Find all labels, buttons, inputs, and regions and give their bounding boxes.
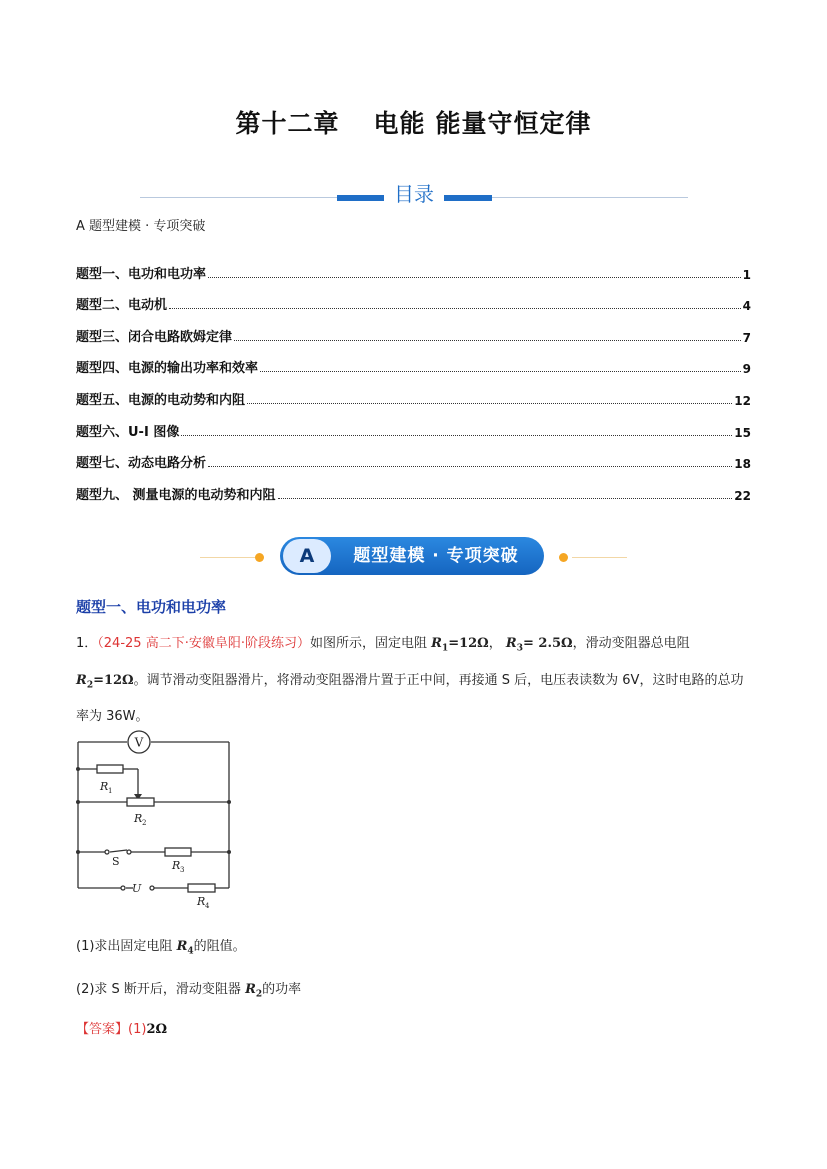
- toc-header: [140, 180, 688, 210]
- toc-entry-page: 22: [734, 488, 751, 503]
- toc-entry-page: 18: [734, 457, 751, 472]
- problem-text-c: ，滑动变阻器总电阻: [572, 636, 690, 651]
- junction: [227, 800, 231, 804]
- junction: [227, 850, 231, 854]
- resistor-r1: [97, 765, 123, 773]
- toc-entry-page: 9: [742, 362, 751, 377]
- label-r2: R: [134, 812, 143, 825]
- r2-value: =12Ω: [93, 672, 134, 688]
- toc-entry-title: 题型九、 测量电源的电动势和内阻: [76, 487, 276, 503]
- toc-heading: 目录: [384, 180, 444, 208]
- toc-entry[interactable]: [76, 282, 751, 314]
- table-of-contents: [76, 250, 751, 503]
- question-2-text-b: 的功率: [262, 982, 302, 997]
- question-1: [76, 935, 246, 957]
- toc-entry[interactable]: [76, 345, 751, 377]
- chapter-number: 第十二章: [235, 109, 340, 138]
- toc-entry-page: 4: [742, 299, 751, 314]
- answer-part: (1): [128, 1022, 147, 1037]
- problem-source: （24-25 高二下·安徽阜阳·阶段练习）: [97, 636, 310, 651]
- var-letter: R: [431, 636, 442, 651]
- var-sub: 2: [255, 989, 263, 1000]
- toc-entry[interactable]: [76, 440, 751, 472]
- label-r3: R: [172, 859, 181, 872]
- problem-text-a: 如图所示，固定电阻: [309, 636, 427, 651]
- junction: [76, 767, 80, 771]
- toc-entry-title: 题型一、电功和电功率: [76, 266, 207, 282]
- banner-dot-right: [559, 553, 568, 562]
- toc-leader: [278, 497, 733, 499]
- source-terminal: [150, 886, 154, 890]
- answer-tag: 【答案】: [76, 1022, 129, 1037]
- answer: [76, 1018, 167, 1037]
- toc-entry-title: 题型七、动态电路分析: [76, 456, 207, 472]
- label-r1: R: [100, 780, 109, 793]
- var-letter: R: [245, 982, 256, 997]
- var-r2: [76, 672, 94, 691]
- label-switch: S: [112, 855, 120, 868]
- question-1-text-b: 的阻值。: [193, 939, 246, 954]
- toc-leader: [208, 276, 741, 278]
- var-r2: [245, 982, 263, 1000]
- section-banner: [200, 535, 630, 579]
- var-letter: R: [176, 939, 188, 954]
- var-r3: [505, 636, 523, 654]
- var-r4: [176, 939, 194, 957]
- resistor-r4: [188, 884, 215, 892]
- chapter-name-2: 能量守恒定律: [435, 109, 592, 138]
- toc-entry-title: 题型五、电源的电动势和内阻: [76, 392, 246, 408]
- banner-line-left: [200, 557, 255, 558]
- toc-leader: [208, 465, 732, 467]
- var-letter: R: [505, 636, 517, 651]
- toc-section-label: A 题型建模 · 专项突破: [76, 219, 206, 234]
- banner-text: 题型建模 · 专项突破: [353, 546, 519, 566]
- toc-entry-title: 题型三、闭合电路欧姆定律: [76, 329, 233, 345]
- toc-entry-page: 7: [742, 330, 751, 345]
- resistor-r2: [127, 798, 154, 806]
- toc-entry-page: 15: [734, 425, 751, 440]
- toc-leader: [247, 402, 732, 404]
- problem-text-b: ，: [488, 636, 502, 651]
- toc-leader: [234, 339, 741, 341]
- toc-entry[interactable]: [76, 376, 751, 408]
- toc-entry[interactable]: [76, 471, 751, 503]
- toc-header-bar-right: [436, 195, 492, 201]
- section-title: 题型一、电功和电功率: [76, 598, 227, 616]
- label-r2-sub: 2: [142, 819, 147, 827]
- var-sub: 4: [187, 946, 194, 957]
- chapter-title: [0, 104, 827, 140]
- switch-contact: [105, 850, 109, 854]
- answer-value: 2Ω: [146, 1022, 168, 1037]
- source-terminal: [121, 886, 125, 890]
- problem-text: [76, 628, 756, 732]
- banner-letter: A: [283, 539, 331, 573]
- label-source: U: [132, 882, 142, 895]
- toc-entry[interactable]: [76, 313, 751, 345]
- r1-value: =12Ω: [448, 636, 489, 651]
- question-1-text-a: (1)求出固定电阻: [76, 939, 173, 954]
- var-sub: 3: [516, 643, 523, 654]
- var-r1: [431, 636, 449, 654]
- var-letter: R: [76, 672, 87, 688]
- problem-number: 1．: [76, 636, 98, 651]
- banner-pill: [280, 537, 544, 575]
- chapter-name-1: 电能: [373, 109, 426, 138]
- label-r1-sub: 1: [108, 787, 113, 795]
- toc-entry-page: 12: [734, 393, 751, 408]
- label-r4-sub: 4: [205, 902, 210, 910]
- var-sub: 2: [86, 680, 94, 691]
- toc-entry[interactable]: [76, 250, 751, 282]
- banner-line-right: [572, 557, 627, 558]
- voltmeter-label: V: [134, 735, 144, 750]
- label-r3-sub: 3: [180, 866, 185, 874]
- question-2-text-a: (2)求 S 断开后，滑动变阻器: [76, 982, 241, 997]
- toc-entry[interactable]: [76, 408, 751, 440]
- banner-dot-left: [255, 553, 264, 562]
- toc-entry-title: 题型四、电源的输出功率和效率: [76, 361, 259, 377]
- toc-entry-title: 题型二、电动机: [76, 298, 168, 314]
- r3-value: = 2.5Ω: [523, 636, 573, 651]
- toc-leader: [181, 434, 732, 436]
- var-sub: 1: [441, 643, 449, 654]
- label-r4: R: [197, 895, 206, 908]
- junction: [76, 800, 80, 804]
- junction: [76, 850, 80, 854]
- toc-entry-page: 1: [742, 267, 751, 282]
- circuit-diagram: [70, 728, 245, 918]
- resistor-r3: [165, 848, 191, 856]
- question-2: [76, 978, 301, 1000]
- problem-text-d: 。调节滑动变阻器滑片，将滑动变阻器滑片置于正中间，再接通 S 后，电压表读数为 6V，这时电路的总功率为 36W。: [76, 672, 744, 725]
- toc-leader: [260, 370, 741, 372]
- switch-contact: [127, 850, 131, 854]
- toc-entry-title: 题型六、U-I 图像: [76, 424, 180, 440]
- toc-leader: [169, 307, 741, 309]
